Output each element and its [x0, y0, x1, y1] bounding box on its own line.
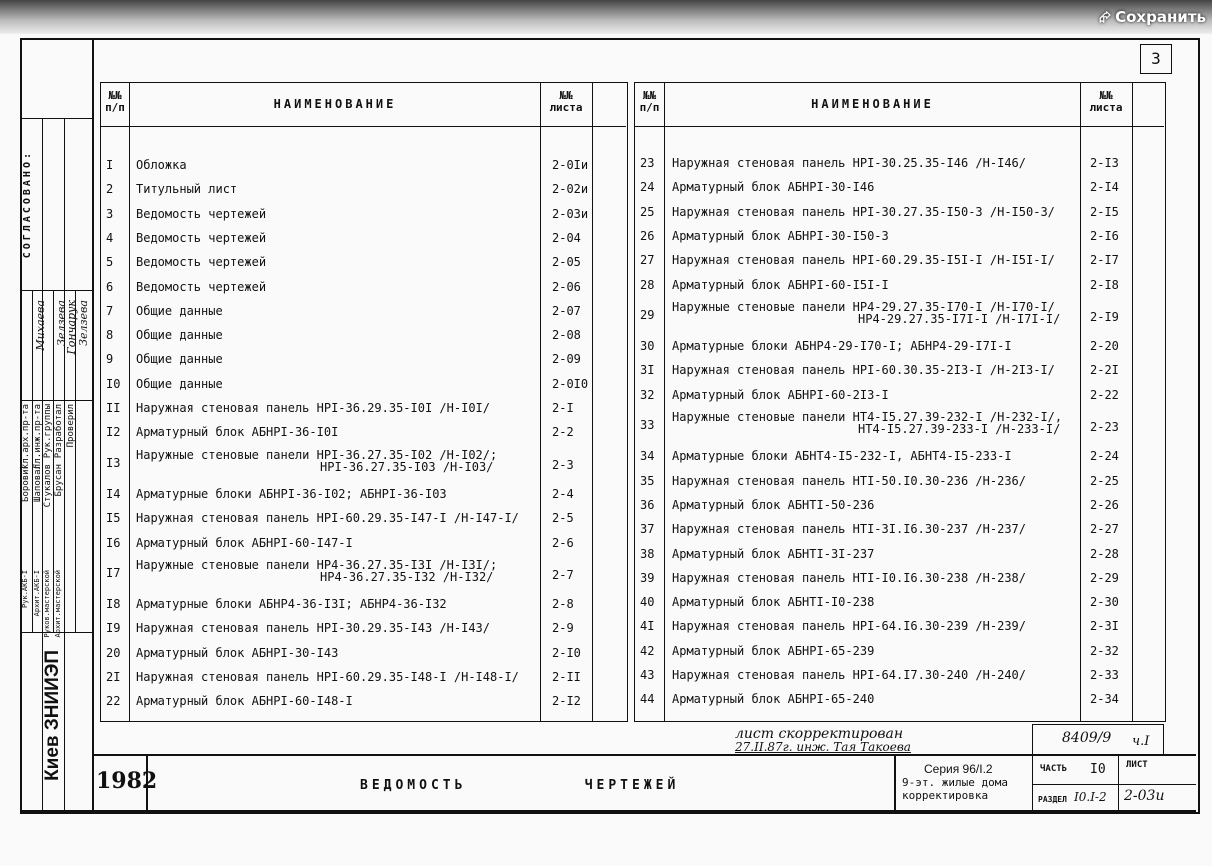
- row-name: Арматурный блок АБНРI-30-I43: [136, 645, 339, 660]
- stamp-section-label: РАЗДЕЛ: [1038, 795, 1067, 804]
- row-name: Титульный лист: [136, 182, 238, 197]
- row-name: Наружная стеновая панель НРI-60.30.35-2I3-I /Н-2I3-I/: [672, 363, 1055, 378]
- row-sheet: 2-25: [1090, 473, 1119, 488]
- row-name: Общие данные: [136, 328, 223, 343]
- row-number: 22: [106, 694, 121, 709]
- name-1: Боровик: [21, 464, 31, 502]
- row-number: 44: [640, 692, 655, 707]
- row-number: 26: [640, 228, 655, 243]
- stamp-part-label: ЧАСТЬ: [1040, 764, 1068, 774]
- row-number: 40: [640, 595, 655, 610]
- agreed-name-2: Зелзева: [55, 300, 68, 346]
- row-name: Арматурный блок АБНРI-30-I50-3: [672, 228, 889, 243]
- save-label: Сохранить: [1115, 8, 1206, 26]
- row-sheet: 2-I0: [552, 645, 581, 660]
- row-number: 4I: [640, 619, 655, 634]
- row-number: 20: [106, 645, 121, 660]
- role-5: Проверил: [66, 404, 76, 448]
- row-number: 29: [640, 307, 655, 322]
- row-number: 24: [640, 180, 655, 195]
- row-number: 2I: [106, 670, 121, 684]
- save-button[interactable]: [1095, 8, 1206, 26]
- right-header-num: №№ п/п: [639, 89, 660, 114]
- row-sheet: 2-5: [552, 511, 574, 526]
- row-number: 23: [640, 156, 655, 170]
- name-3: Стукалов: [43, 464, 53, 508]
- row-name: Арматурные блоки АБНТ4-I5-232-I, АБНТ4-I5-233-I: [672, 449, 1012, 464]
- row-sheet: 2-34: [1090, 692, 1119, 707]
- row-number: 3: [106, 206, 114, 221]
- row-sheet: 2-6: [552, 535, 574, 550]
- row-sheet: 2-02и: [552, 182, 589, 197]
- role2-4: Архит.мастерской: [54, 570, 62, 638]
- stamp-sheet-value: 2-03и: [1124, 788, 1165, 804]
- row-name: Наружные стеновые панели НТ4-I5.27.39-232-I /Н-232-I/,: [672, 410, 1063, 424]
- row-name: Арматурные блоки АБНР4-29-I70-I; АБНР4-29-I7I-I: [672, 339, 1012, 354]
- row-number: 8: [106, 328, 114, 343]
- role2-3: Руков.мастерской: [43, 570, 51, 638]
- right-header-name: НАИМЕНОВАНИЕ: [811, 97, 934, 111]
- row-name: Ведомость чертежей: [136, 279, 267, 294]
- row-number: I: [106, 158, 114, 172]
- row-name-cont: НР4-29.27.35-I7I-I /Н-I7I-I/: [858, 311, 1061, 326]
- role-4: Разработал: [54, 404, 64, 459]
- row-number: 27: [640, 253, 655, 268]
- row-sheet: 2-04: [552, 230, 581, 245]
- stamp-sheet-label: ЛИСТ: [1126, 760, 1148, 770]
- row-name: Наружная стеновая панель НТI-I0.I6.30-238 /Н-238/: [672, 570, 1027, 585]
- role2-2: Архит.АКБ-I: [33, 570, 41, 617]
- row-sheet: 2-03и: [552, 206, 589, 221]
- row-number: II: [106, 401, 121, 415]
- row-number: I2: [106, 425, 121, 440]
- row-number: I8: [106, 597, 121, 612]
- correction-note-line1: лист скорректирован: [735, 726, 904, 742]
- row-name: Обложка: [136, 158, 187, 172]
- row-name: Арматурный блок АБНРI-60-I47-I: [136, 535, 353, 550]
- row-name: Арматурный блок АБНРI-36-I0I: [136, 425, 339, 440]
- role2-1: Рук.АКБ-I: [21, 570, 29, 608]
- row-name-cont: НРI-36.27.35-I03 /Н-I03/: [320, 459, 494, 474]
- row-name: Общие данные: [136, 352, 223, 367]
- row-sheet: 2-3: [552, 457, 574, 472]
- row-name: Арматурные блоки АБНР4-36-I3I; АБНР4-36-I32: [136, 597, 447, 612]
- row-sheet: 2-32: [1090, 643, 1119, 658]
- row-name: Наружная стеновая панель НРI-36.29.35-I0I /Н-I0I/: [136, 401, 491, 415]
- agreed-name-1: Михаева: [34, 300, 47, 351]
- name-2: Шаповал: [33, 464, 43, 502]
- row-name: Арматурный блок АБНРI-65-239: [672, 643, 875, 658]
- row-number: I9: [106, 621, 121, 636]
- row-number: 36: [640, 497, 655, 512]
- row-number: 6: [106, 279, 114, 294]
- row-name-cont: НР4-36.27.35-I32 /Н-I32/: [320, 569, 494, 584]
- row-number: 5: [106, 255, 114, 270]
- right-header-sheet: №№ листа: [1089, 89, 1123, 114]
- stamp-desc1: 9-эт. жилые дома: [902, 776, 1008, 789]
- row-name: Арматурный блок АБНРI-30-I46: [672, 180, 875, 195]
- row-number: I6: [106, 535, 121, 550]
- row-sheet: 2-7: [552, 567, 574, 582]
- row-number: 9: [106, 352, 114, 367]
- row-sheet: 2-9: [552, 621, 574, 636]
- row-number: I0: [106, 376, 121, 391]
- row-sheet: 2-I5: [1090, 204, 1119, 219]
- row-sheet: 2-3I: [1090, 619, 1119, 634]
- row-sheet: 2-07: [552, 303, 581, 318]
- row-sheet: 2-28: [1090, 546, 1119, 561]
- row-number: 33: [640, 418, 655, 432]
- row-name: Общие данные: [136, 376, 223, 391]
- row-sheet: 2-30: [1090, 595, 1119, 610]
- row-sheet: 2-06: [552, 279, 581, 294]
- row-name: Наружная стеновая панель НРI-64.I7.30-240 /Н-240/: [672, 668, 1027, 682]
- row-number: 37: [640, 522, 655, 537]
- row-sheet: 2-8: [552, 597, 574, 612]
- stamp-desc2: корректировка: [902, 789, 989, 802]
- row-name: Наружные стеновые панели НР4-29.27.35-I70-I /Н-I70-I/: [672, 299, 1055, 314]
- organization: Киев ЗНИИЭП: [42, 650, 63, 781]
- stamp-year: 1982: [96, 768, 158, 794]
- row-number: I3: [106, 455, 121, 470]
- row-name: Арматурные блоки АБНРI-36-I02; АБНРI-36-I03: [136, 486, 447, 501]
- row-name: Арматурный блок АБНРI-60-2I3-I: [672, 387, 889, 402]
- row-sheet: 2-23: [1090, 420, 1119, 434]
- row-name: Наружная стеновая панель НРI-30.29.35-I43 /Н-I43/: [136, 621, 491, 636]
- row-number: I7: [106, 565, 121, 580]
- page-number: 3: [1140, 44, 1172, 74]
- agreed-name-3: Гончарук: [65, 300, 78, 355]
- row-sheet: 2-0Iи: [552, 158, 589, 172]
- row-name: Арматурный блок АБНРI-60-I5I-I: [672, 277, 889, 292]
- stamp-section-value: I0.I-2: [1074, 790, 1107, 804]
- row-name: Арматурный блок АБНТI-3I-237: [672, 546, 875, 561]
- row-sheet: 2-2I: [1090, 363, 1119, 378]
- row-name: Наружные стеновые панели НРI-36.27.35-I02 /Н-I02/;: [136, 447, 498, 462]
- row-number: I5: [106, 511, 121, 526]
- name-4: Брусан: [54, 464, 64, 497]
- stamp-title: ВЕДОМОСТЬ ЧЕРТЕЖЕЙ: [360, 778, 680, 793]
- row-name: Общие данные: [136, 303, 223, 318]
- row-sheet: 2-I: [552, 401, 574, 415]
- row-name: Наружные стеновые панели НР4-36.27.35-I3I /Н-I3I/;: [136, 557, 498, 572]
- top-toolbar: [0, 0, 1212, 34]
- row-number: 25: [640, 204, 655, 219]
- row-sheet: 2-4: [552, 486, 574, 501]
- inventory-number: 8409/9: [1062, 730, 1112, 746]
- row-name: Наружная стеновая панель НТI-3I.I6.30-237 /Н-237/: [672, 522, 1027, 537]
- left-header-num: №№ п/п: [105, 89, 125, 114]
- left-header-name: НАИМЕНОВАНИЕ: [273, 97, 397, 111]
- correction-note-line2: 27.II.87г. инж. Тая Такоева: [735, 740, 911, 754]
- row-sheet: 2-27: [1090, 522, 1119, 537]
- row-sheet: 2-22: [1090, 387, 1119, 402]
- inventory-suffix: ч.I: [1132, 734, 1150, 749]
- row-name: Наружная стеновая панель НРI-60.29.35-I48-I /Н-I48-I/: [136, 670, 519, 684]
- row-name-cont: НТ4-I5.27.39-233-I /Н-233-I/: [858, 422, 1061, 436]
- row-number: 7: [106, 303, 114, 318]
- row-name: Арматурный блок АБНРI-60-I48-I: [136, 694, 353, 709]
- left-header-sheet: №№ листа: [549, 89, 583, 114]
- row-number: 32: [640, 387, 655, 402]
- row-name: Наружная стеновая панель НРI-60.29.35-I47-I /Н-I47-I/: [136, 511, 519, 526]
- row-sheet: 2-08: [552, 328, 581, 343]
- row-number: I4: [106, 486, 121, 501]
- row-sheet: 2-2: [552, 425, 574, 440]
- stamp-series: Серия 96/I.2: [924, 762, 993, 776]
- row-sheet: 2-I2: [552, 694, 581, 709]
- row-name: Наружная стеновая панель НРI-30.25.35-I46 /Н-I46/: [672, 156, 1027, 170]
- row-name: Ведомость чертежей: [136, 230, 267, 245]
- row-number: 39: [640, 570, 655, 585]
- row-sheet: 2-I6: [1090, 228, 1119, 243]
- share-icon: ⮳: [1099, 8, 1112, 26]
- row-number: 30: [640, 339, 655, 354]
- row-sheet: 2-0I0: [552, 376, 589, 391]
- row-number: 4: [106, 230, 114, 245]
- row-name: Наружная стеновая панель НРI-64.I6.30-239 /Н-239/: [672, 619, 1027, 634]
- row-sheet: 2-33: [1090, 668, 1119, 682]
- agreed-name-4: Зелзева: [77, 300, 90, 346]
- row-number: 3I: [640, 363, 655, 378]
- row-name: Ведомость чертежей: [136, 206, 267, 221]
- row-number: 42: [640, 643, 655, 658]
- row-number: 35: [640, 473, 655, 488]
- row-sheet: 2-II: [552, 670, 581, 684]
- row-number: 43: [640, 668, 655, 682]
- row-sheet: 2-I3: [1090, 156, 1119, 170]
- row-name: Арматурный блок АБНТI-50-236: [672, 497, 875, 512]
- role-1: Гл.арх.пр-та: [21, 404, 31, 470]
- row-sheet: 2-09: [552, 352, 581, 367]
- row-sheet: 2-I9: [1090, 309, 1119, 324]
- row-sheet: 2-26: [1090, 497, 1119, 512]
- row-name: Наружная стеновая панель НРI-60.29.35-I5I-I /Н-I5I-I/: [672, 253, 1055, 268]
- row-sheet: 2-I7: [1090, 253, 1119, 268]
- row-number: 28: [640, 277, 655, 292]
- row-name: Ведомость чертежей: [136, 255, 267, 270]
- role-3: Рук.группы: [43, 404, 53, 459]
- row-number: 34: [640, 449, 655, 464]
- row-sheet: 2-I4: [1090, 180, 1119, 195]
- row-sheet: 2-20: [1090, 339, 1119, 354]
- row-name: Наружная стеновая панель НРI-30.27.35-I50-3 /Н-I50-3/: [672, 204, 1055, 219]
- row-sheet: 2-29: [1090, 570, 1119, 585]
- row-name: Арматурный блок АБНТI-I0-238: [672, 595, 875, 610]
- agreed-label: СОГЛАСОВАНО:: [22, 150, 33, 259]
- row-name: Арматурный блок АБНРI-65-240: [672, 692, 875, 707]
- row-number: 38: [640, 546, 655, 561]
- row-sheet: 2-I8: [1090, 277, 1119, 292]
- row-sheet: 2-24: [1090, 449, 1119, 464]
- stamp-part-value: I0: [1090, 762, 1106, 777]
- row-number: 2: [106, 182, 114, 197]
- row-name: Наружная стеновая панель НТI-50.I0.30-236 /Н-236/: [672, 473, 1027, 488]
- row-sheet: 2-05: [552, 255, 581, 270]
- role-2: Гл.инж.пр-та: [33, 404, 43, 470]
